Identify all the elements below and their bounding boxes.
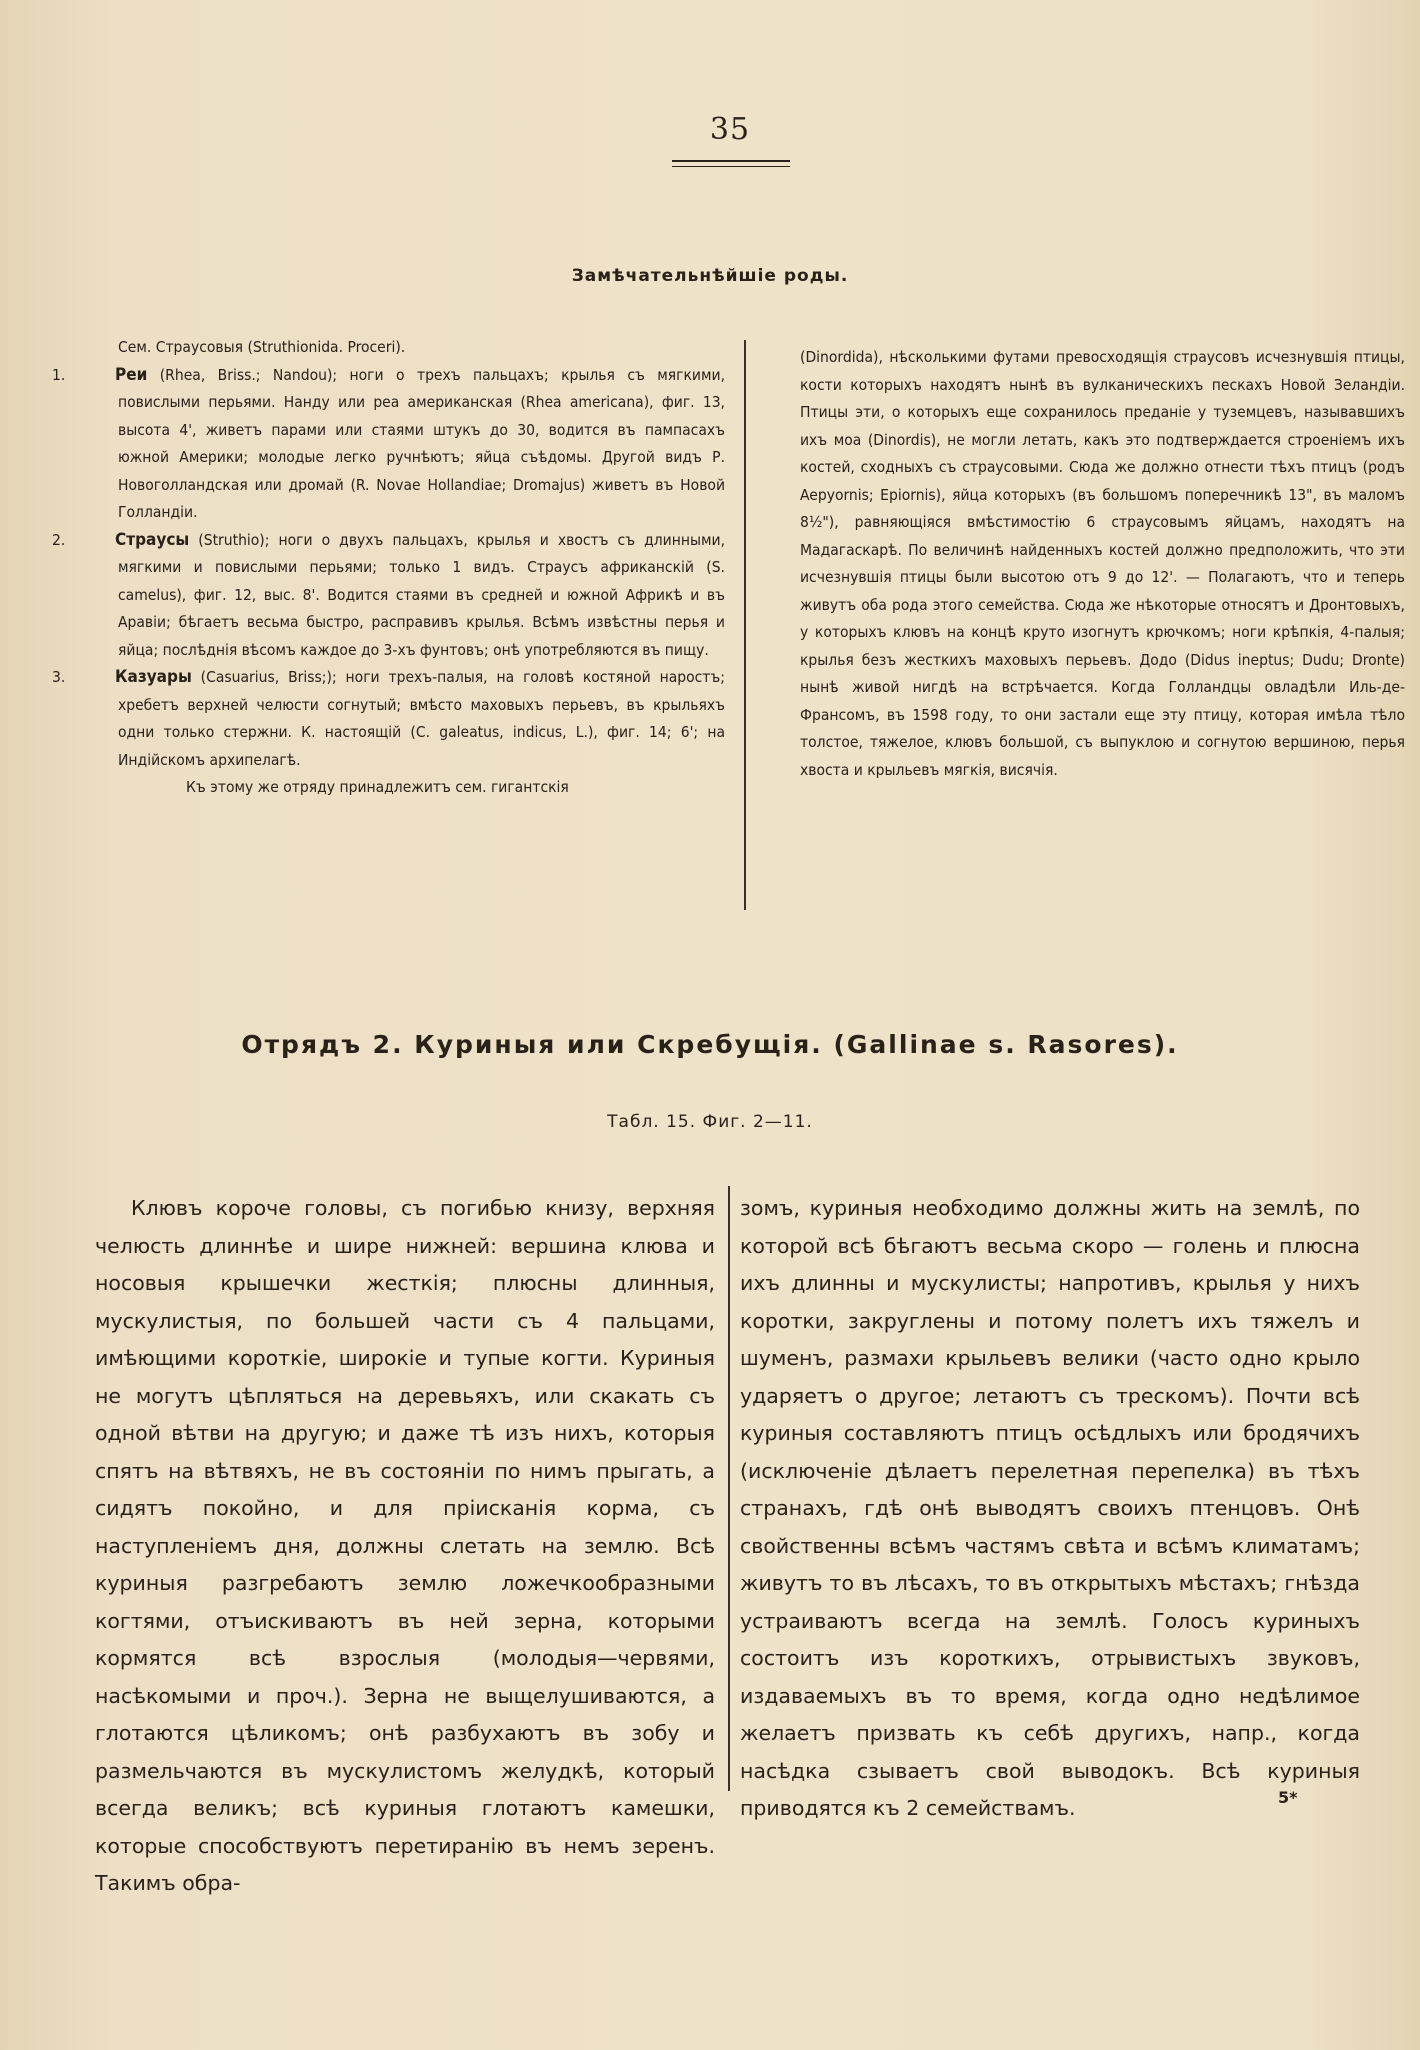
body-column-divider: [728, 1186, 730, 1791]
genus-entry: [52, 527, 725, 665]
right-column: [800, 344, 1405, 784]
order-title: Отрядъ 2. Куриныя или Скребущiя. (Gallinae s. Rasores).: [241, 1030, 1179, 1059]
genus-text: (Casuarius, Briss;); ноги трехъ-палыя, на головѣ костяной наростъ; хребетъ верхней челюсти согнутый; вмѣсто маховыхъ перьевъ, въ крыльяхъ одни только стержни. К. настоящiй (C. galeatus, indicus, L.), фиг. 14; 6'; на Индiйскомъ архипелагѣ.: [118, 668, 725, 769]
genus-number: 3.: [52, 668, 66, 686]
column-divider: [744, 340, 746, 910]
gigant-family-note: Къ этому же отряду принадлежитъ сем. гигантскiя: [186, 778, 569, 796]
left-column: [52, 334, 725, 802]
genus-name: Казуары: [115, 667, 192, 687]
genus-name: Реи: [115, 364, 148, 385]
right-column-text: (Dinordida), нѣсколькими футами превосходящiя страусовъ исчезнувшiя птицы, кости которыхъ находятъ нынѣ въ вулканическихъ пескахъ Новой Зеландiи. Птицы эти, о которыхъ еще сохранилось преданiе у туземцевъ, называвшихъ ихъ моа (Dinordis), не могли летать, какъ это подтверждается строенiемъ ихъ костей, сходныхъ съ страусовыми. Сюда же должно отнести тѣхъ птицъ (родъ Aepyornis; Epiornis), яйца которыхъ (въ большомъ поперечникѣ 13", въ маломъ 8½"), равняющiяся вмѣстимостiю 6 страусовымъ яйцамъ, находятъ на Мадагаскарѣ. По величинѣ найденныхъ костей должно предположить, что эти исчезнувшiя птицы были высотою отъ 9 до 12'. — Полагаютъ, что и теперь живутъ оба рода этого семейства. Сюда же нѣкоторые относятъ и Дронтовыхъ, у которыхъ клювъ на концѣ круто изогнутъ крючкомъ; ноги крѣпкiя, 4-палыя; крылья безъ жесткихъ маховыхъ перьевъ. Додо (Didus ineptus; Dudu; Dronte) нынѣ живой нигдѣ на встрѣчается. Когда Голландцы овладѣли Иль-де-Франсомъ, въ 1598 году, то они застали еще эту птицу, которая имѣла тѣло толстое, тяжелое, клювъ большой, съ выпуклою и согнутою вершиною, перья хвоста и крыльевъ мягкiя, висячiя.: [800, 348, 1405, 779]
genus-number: 1.: [52, 365, 66, 384]
family-title: Сем. Страусовыя (Struthionida. Proceri).: [118, 338, 406, 356]
page-number: 35: [709, 112, 751, 147]
genus-entry: [52, 664, 725, 774]
genus-name: Страусы: [115, 529, 190, 550]
section-heading: Замѣчательнѣйшiе роды.: [571, 266, 849, 286]
genus-entry: [52, 362, 725, 527]
genus-number: 2.: [52, 530, 66, 549]
page-number-rule-thin: [672, 166, 790, 167]
genus-text: (Struthio); ноги о двухъ пальцахъ, крылья и хвостъ съ длинными, мягкими и повислыми перьями; только 1 видъ. Страусъ африканскiй (S. camelus), фиг. 12, выс. 8'. Водится стаями въ средней и южной Африкѣ и въ Аравiи; бѣгаетъ весьма быстро, расправивъ крылья. Всѣмъ извѣстны перья и яйца; послѣднiя вѣсомъ каждое до 3-хъ фунтовъ; онѣ употребляются въ пищу.: [118, 530, 725, 659]
table-reference: Табл. 15. Фиг. 2—11.: [607, 1112, 813, 1132]
genus-text: (Rhea, Briss.; Nandou); ноги о трехъ пальцахъ; крылья съ мягкими, повислыми перьями. Нанду или реа американская (Rhea americana), фиг. 13, высота 4', живетъ парами или стаями штукъ до 30, водится въ пампасахъ южной Америки; молодые легко ручнѣютъ; яйца съѣдомы. Другой видъ Р. Новоголландская или дромай (R. Novae Hollandiae; Dromajus) живетъ въ Новой Голландiи.: [118, 365, 725, 521]
body-right-column: зомъ, куриныя необходимо должны жить на землѣ, по которой всѣ бѣгаютъ весьма скоро — голень и плюсна ихъ длинны и мускулисты; напротивъ, крылья у нихъ коротки, закруглены и потому полетъ ихъ тяжелъ и шуменъ, размахи крыльевъ велики (часто одно крыло ударяетъ о другое; летаютъ съ трескомъ). Почти всѣ куриныя составляютъ птицъ осѣдлыхъ или бродячихъ (исключенiе дѣлаетъ перелетная перепелка) въ тѣхъ странахъ, гдѣ онѣ выводятъ своихъ птенцовъ. Онѣ свойственны всѣмъ частямъ свѣта и всѣмъ климатамъ; живутъ то въ лѣсахъ, то въ открытыхъ мѣстахъ; гнѣзда устраиваютъ всегда на землѣ. Голосъ куриныхъ состоитъ изъ короткихъ, отрывистыхъ звуковъ, издаваемыхъ въ то время, когда одно недѣлимое желаетъ призвать къ себѣ другихъ, напр., когда насѣдка сзываетъ свой выводокъ. Всѣ куриныя приводятся къ 2 семействамъ.: [740, 1196, 1360, 1820]
page-number-rule: [672, 160, 790, 162]
body-left-column: Клювъ короче головы, съ погибью книзу, верхняя челюсть длиннѣе и шире нижней: вершина клюва и носовыя крышечки жесткiя; плюсны длинныя, мускулистыя, по большей части съ 4 пальцами, имѣющими короткiе, широкiе и тупые когти. Куриныя не могутъ цѣпляться на деревьяхъ, или скакать съ одной вѣтви на другую; и даже тѣ изъ нихъ, которыя спятъ на вѣтвяхъ, не въ состоянiи по нимъ прыгать, а сидятъ покойно, и для прiисканiя корма, съ наступленiемъ дня, должны слетать на землю. Всѣ куриныя разгребаютъ землю ложечкообразными когтями, отъискиваютъ въ ней зерна, которыми кормятся всѣ взрослыя (молодыя—червями, насѣкомыми и проч.). Зерна не выщелушиваются, а глотаются цѣликомъ; онѣ разбухаютъ въ зобу и размельчаются въ мускулистомъ желудкѣ, который всегда великъ; всѣ куриныя глотаютъ камешки, которые способствуютъ перетиранiю въ немъ зеренъ. Такимъ обра-: [95, 1196, 715, 1895]
signature-mark: 5*: [1278, 1788, 1298, 1807]
